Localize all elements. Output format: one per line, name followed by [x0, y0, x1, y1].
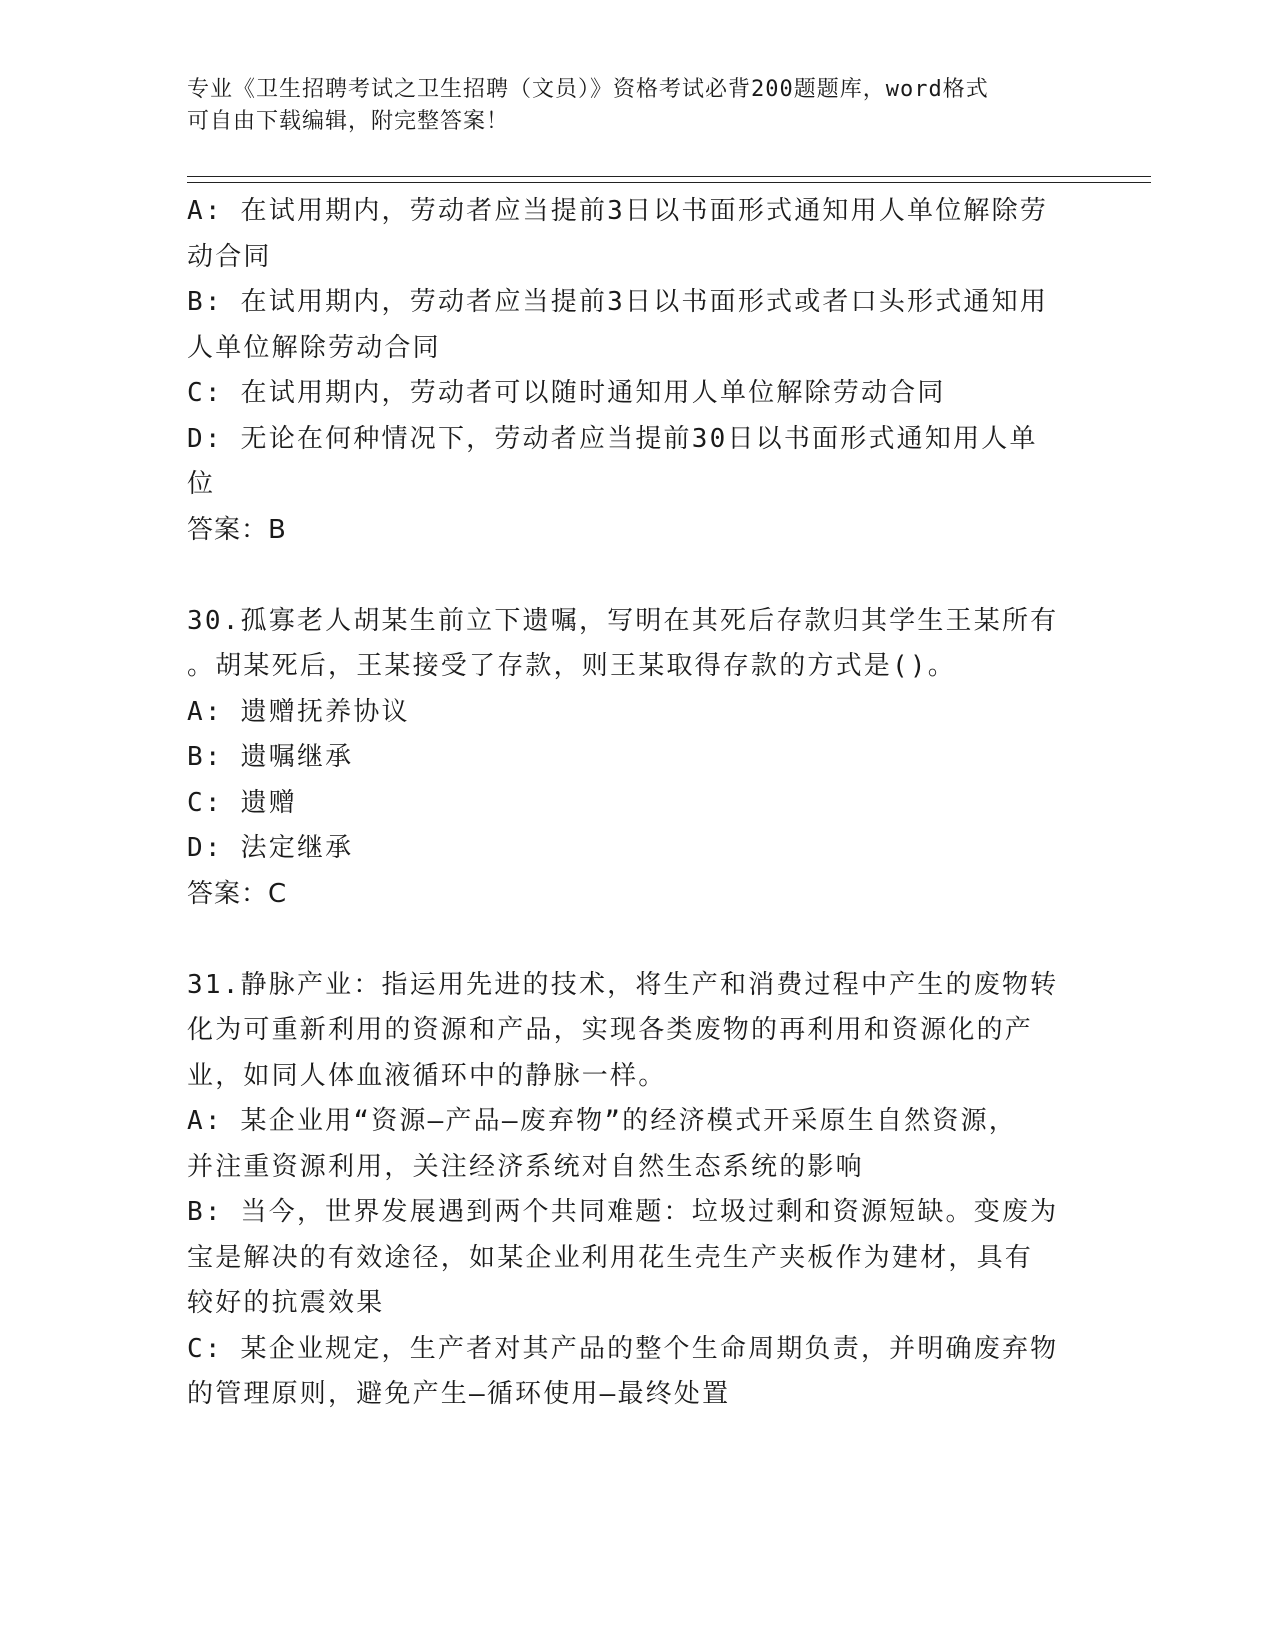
- option-b-line-2: 宝是解决的有效途径，如某企业利用花生壳生产夹板作为建材，具有: [187, 1242, 1034, 1273]
- question-30-stem-line-2: 。胡某死后，王某接受了存款，则王某取得存款的方式是()。: [187, 651, 956, 681]
- question-29-options: [187, 189, 1077, 553]
- header-line-1: 专业《卫生招聘考试之卫生招聘（文员）》资格考试必背200题题库，word格式: [187, 77, 989, 102]
- header-divider-bottom: [187, 182, 1151, 183]
- option-d: D: 法定继承: [187, 833, 354, 863]
- option-a-line-1: A: 某企业用“资源—产品—废弃物”的经济模式开采原生自然资源，: [187, 1106, 1017, 1136]
- answer-30: 答案：C: [187, 878, 288, 909]
- option-c: C: 遗赠: [187, 787, 297, 818]
- option-b-line-1: B: 当今，世界发展遇到两个共同难题：垃圾过剩和资源短缺。变废为: [187, 1197, 1059, 1227]
- spacer: [187, 553, 1077, 599]
- option-a-line-2: 动合同: [187, 241, 272, 272]
- option-b: B: 遗嘱继承: [187, 742, 354, 772]
- option-c-line-1: C: 在试用期内，劳动者可以随时通知用人单位解除劳动合同: [187, 378, 946, 408]
- question-31: [187, 963, 1077, 1418]
- answer-29: 答案：B: [187, 514, 287, 545]
- option-b-line-1: B: 在试用期内，劳动者应当提前3日以书面形式或者口头形式通知用: [187, 287, 1049, 317]
- question-31-stem-line-3: 业，如同人体血液循环中的静脉一样。: [187, 1060, 667, 1091]
- option-a: A: 遗赠抚养协议: [187, 696, 410, 727]
- question-31-stem-line-1: 31.静脉产业：指运用先进的技术，将生产和消费过程中产生的废物转: [187, 969, 1059, 1000]
- option-c-line-1: C: 某企业规定，生产者对其产品的整个生命周期负责，并明确废弃物: [187, 1333, 1059, 1364]
- question-30-stem-line-1: 30.孤寡老人胡某生前立下遗嘱，写明在其死后存款归其学生王某所有: [187, 605, 1059, 636]
- option-d-line-1: D: 无论在何种情况下，劳动者应当提前30日以书面形式通知用人单: [187, 423, 1038, 454]
- option-d-line-2: 位: [187, 469, 216, 499]
- document-body: [187, 189, 1077, 1418]
- option-c-line-2: 的管理原则，避免产生—循环使用—最终处置: [187, 1379, 731, 1409]
- question-30: [187, 599, 1077, 918]
- document-header: [187, 74, 1067, 138]
- header-divider-top: [187, 176, 1151, 177]
- option-a-line-1: A: 在试用期内，劳动者应当提前3日以书面形式通知用人单位解除劳: [187, 196, 1049, 226]
- option-b-line-2: 人单位解除劳动合同: [187, 332, 441, 363]
- header-line-2: 可自由下载编辑，附完整答案！: [187, 109, 510, 134]
- question-31-stem-line-2: 化为可重新利用的资源和产品，实现各类废物的再利用和资源化的产: [187, 1015, 1034, 1045]
- option-b-line-3: 较好的抗震效果: [187, 1288, 385, 1318]
- spacer: [187, 917, 1077, 963]
- option-a-line-2: 并注重资源利用，关注经济系统对自然生态系统的影响: [187, 1151, 864, 1182]
